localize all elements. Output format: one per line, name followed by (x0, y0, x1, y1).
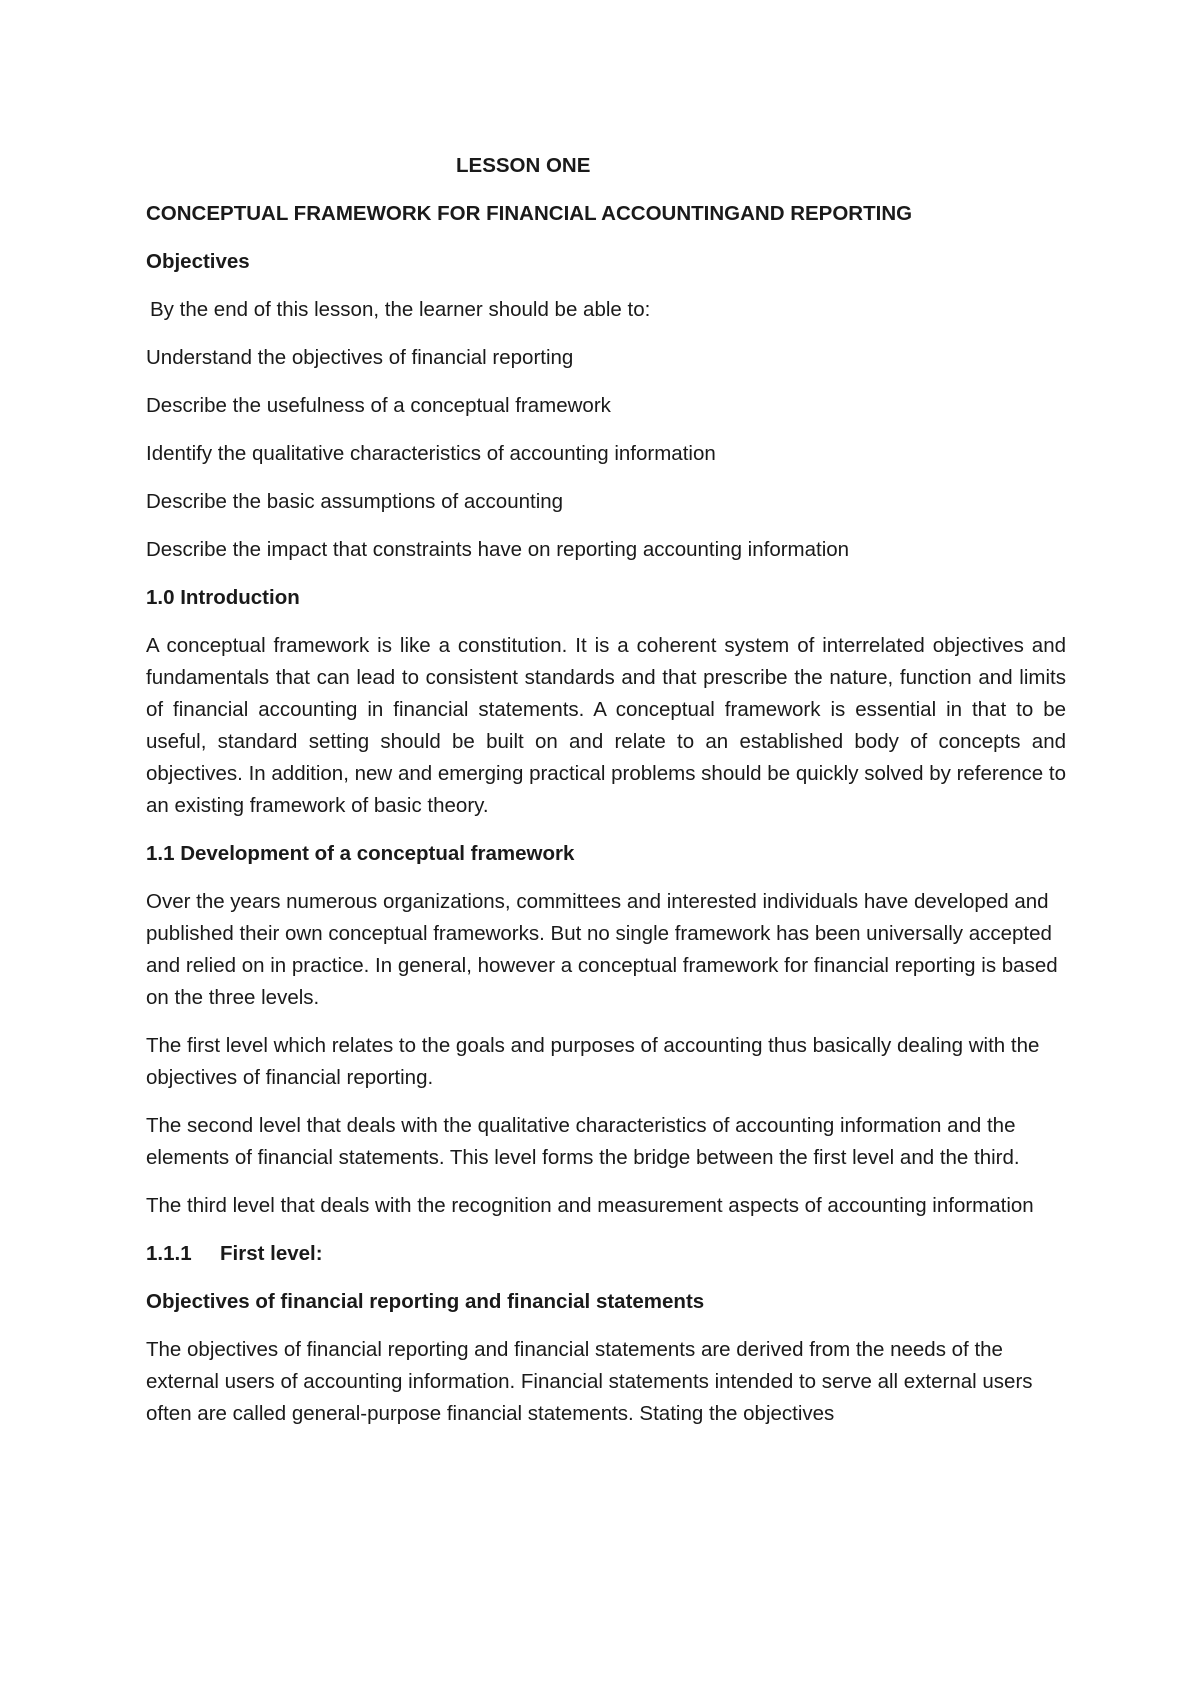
level-two-paragraph: The second level that deals with the qualitative characteristics of accounting information and the elements of financial statements. This level forms the bridge between the first level and the third. (146, 1114, 1020, 1169)
first-level-heading-row (146, 1238, 1066, 1270)
development-heading: 1.1 Development of a conceptual framework (146, 842, 575, 865)
objectives-fr-paragraph: The objectives of financial reporting and financial statements are derived from the needs of the external users of accounting information. Financial statements intended to serve all external users often are called general-purpose financial statements. Stating the objectives (146, 1338, 1033, 1425)
objectives-intro: By the end of this lesson, the learner should be able to: (150, 298, 651, 321)
objective-item: Describe the impact that constraints have on reporting accounting information (146, 538, 850, 561)
first-level-number: 1.1.1 (146, 1242, 192, 1265)
objective-item: Identify the qualitative characteristics of accounting information (146, 442, 716, 465)
main-title: CONCEPTUAL FRAMEWORK FOR FINANCIAL ACCOUNTINGAND REPORTING (146, 202, 913, 225)
first-level-heading: First level: (220, 1242, 323, 1265)
introduction-paragraph: A conceptual framework is like a constitution. It is a coherent system of interrelated objectives and fundamentals that can lead to consistent standards and that prescribe the nature, function and limits of financial accounting in financial statements. A conceptual framework is essential in that to be useful, standard setting should be built on and relate to an established body of concepts and objectives. In addition, new and emerging practical problems should be quickly solved by reference to an existing framework of basic theory. (146, 634, 1066, 817)
lesson-title: LESSON ONE (456, 154, 591, 177)
level-three-paragraph: The third level that deals with the recognition and measurement aspects of accounting information (146, 1194, 1034, 1217)
document-body (146, 150, 1066, 1446)
development-paragraph: Over the years numerous organizations, committees and interested individuals have developed and published their own conceptual frameworks. But no single framework has been universally accepted and relied on in practice. In general, however a conceptual framework for financial reporting is based on the three levels. (146, 890, 1058, 1009)
introduction-heading: 1.0 Introduction (146, 586, 300, 609)
objective-item: Describe the basic assumptions of accounting (146, 490, 564, 513)
objectives-fr-heading: Objectives of financial reporting and financial statements (146, 1290, 705, 1313)
objective-item: Understand the objectives of financial reporting (146, 346, 574, 369)
objective-item: Describe the usefulness of a conceptual framework (146, 394, 611, 417)
level-one-paragraph: The first level which relates to the goals and purposes of accounting thus basically dealing with the objectives of financial reporting. (146, 1034, 1040, 1089)
objectives-heading: Objectives (146, 250, 250, 273)
